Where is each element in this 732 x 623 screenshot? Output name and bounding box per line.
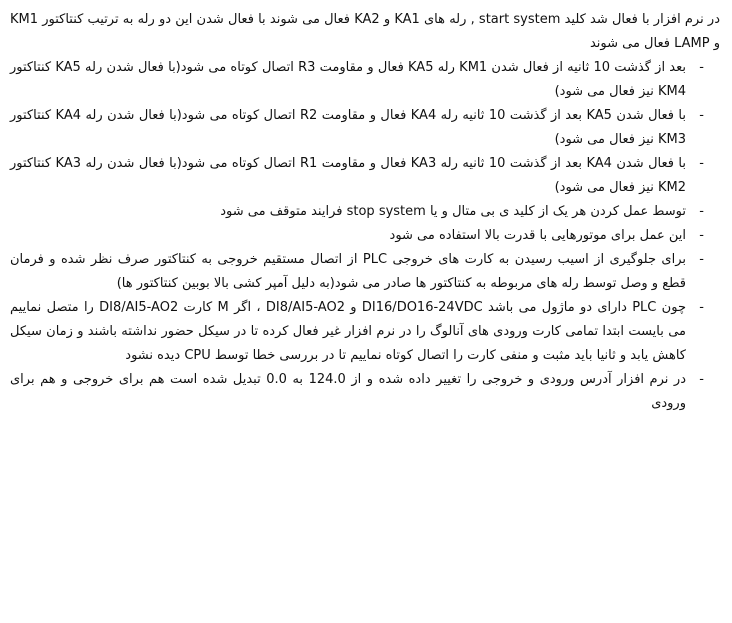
bullet-dash: - [699,60,704,75]
list-item-text: با فعال شدن KA4 بعد از گذشت 10 ثانیه رله KA3 فعال و مقاومت R1 اتصال کوتاه می شود(با فعال شدن رله KA3 کنتاکتور KM2 نیز فعال می شود) [10,156,686,195]
list-item-text: در نرم افزار آدرس ورودی و خروجی را تغییر داده شده و از 124.0 به 0.0 تبدیل شده است هم برای خروجی و هم برای ورودی [10,372,686,411]
list-item [10,248,720,296]
bullet-dash: - [699,300,704,315]
list-item [10,56,720,104]
bullet-dash: - [699,252,704,267]
bullet-dash: - [699,204,704,219]
list-item [10,224,720,248]
bullet-dash: - [699,156,704,171]
list-item [10,200,720,224]
list-item [10,296,720,368]
list-item-text: با فعال شدن KA5 بعد از گذشت 10 ثانیه رله KA4 فعال و مقاومت R2 اتصال کوتاه می شود(با فعال شدن رله KA4 کنتاکتور KM3 نیز فعال می شود) [10,108,686,147]
plc-module-notes-list [10,296,720,368]
usage-notes-list [10,224,720,296]
list-item-text: بعد از گذشت 10 ثانیه از فعال شدن KM1 رله KA5 فعال و مقاومت R3 اتصال کوتاه می شود(با فعال شدن رله KA5 کنتاکتور KM4 نیز فعال می شود) [10,60,687,99]
list-item [10,152,720,200]
list-item-text: چون PLC دارای دو ماژول می باشد DI16/DO16-24VDC و DI8/AI5-AO2 ، اگر M کارت DI8/AI5-AO2 را متصل نماییم می بایست ابتدا تمامی کارت ورودی های آنالوگ را در نرم افزار غیر فعال کرده تا در سیکل حضور نداشته باشند و زمان سیکل کاهش یابد و ثانیا باید مثبت و منفی کارت را اتصال کوتاه نماییم تا در بررسی خطا توسط CPU دیده نشود [10,300,686,363]
address-notes-list [10,368,720,416]
intro-paragraph: در نرم افزار با فعال شد کلید start system , رله های KA1 و KA2 فعال می شوند با فعال شدن این دو رله به ترتیب کنتاکتور KM1 و LAMP فعال می شوند [10,12,720,51]
list-item [10,368,720,416]
relay-sequence-list [10,56,720,224]
list-item [10,104,720,152]
bullet-dash: - [699,228,704,243]
list-item-text: این عمل برای موتورهایی با قدرت بالا استفاده می شود [389,228,686,243]
bullet-dash: - [699,108,704,123]
list-item-text: توسط عمل کردن هر یک از کلید ی بی متال و یا stop system فرایند متوقف می شود [220,204,686,219]
list-item-text: برای جلوگیری از اسیب رسیدن به کارت های خروجی PLC از اتصال مستقیم خروجی به کنتاکتور صرف نظر شده و فرمان قطع و وصل توسط رله های مربوطه به کنتاکتور ها صادر می شود(به دلیل آمپر کشی بالا بوبین کنتاکتور ها) [10,252,687,291]
bullet-dash: - [699,372,704,387]
